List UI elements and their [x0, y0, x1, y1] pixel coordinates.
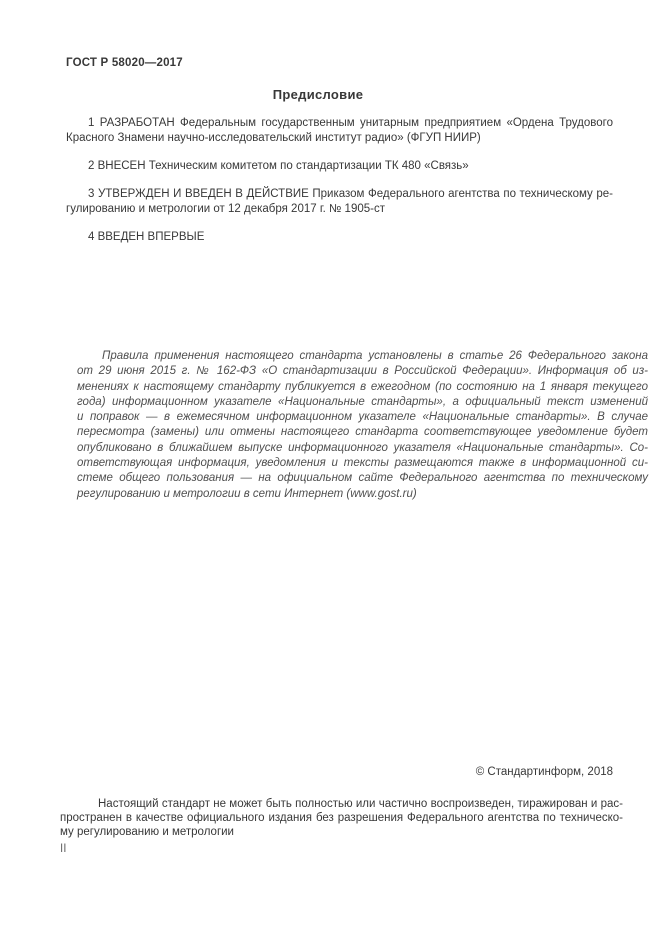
- text-line: му регулированию и метрологии: [60, 826, 234, 838]
- page-title: Предисловие: [272, 87, 364, 102]
- text-line: от 29 июня 2015 г. № 162-ФЗ «О стандартизации в Российской Федерации». Информация об из-: [77, 365, 648, 378]
- foreword-item-2: [66, 159, 613, 174]
- text-line: Настоящий стандарт не может быть полностью или частично воспроизведен, тиражирован и рас-: [98, 798, 623, 810]
- foreword-section: [66, 116, 613, 245]
- foreword-item-1: [66, 116, 613, 146]
- page-number: II: [60, 843, 67, 855]
- foreword-item-4: [66, 230, 613, 245]
- copyright-notice: © Стандартинформ, 2018: [475, 766, 613, 778]
- text-line: регулированию и метрологии в сети Интернет (www.gost.ru): [77, 487, 417, 500]
- text-line: гулированию и метрологии от 12 декабря 2017 г. № 1905-ст: [66, 203, 385, 215]
- text-line: года) информационном указателе «Национальные стандарты», а официальный текст изменений: [77, 395, 648, 408]
- text-line: стеме общего пользования — на официальном сайте Федерального агентства по техническому: [77, 472, 648, 485]
- text-line: пространен в качестве официального издания без разрешения Федерального агентства по техническо-: [60, 812, 623, 824]
- text-line: пересмотра (замены) или отмены настоящего стандарта соответствующее уведомление будет: [77, 426, 648, 439]
- reproduction-restriction-note: [60, 797, 623, 839]
- text-line: и поправок — в ежемесячном информационном указателе «Национальные стандарты». В случае: [77, 411, 648, 424]
- text-line: Правила применения настоящего стандарта установлены в статье 26 Федерального закона: [102, 350, 648, 362]
- text-line: опубликовано в ближайшем выпуске информационного указателя «Национальные стандарты». Со-: [77, 441, 648, 454]
- text-line: 4 ВВЕДЕН ВПЕРВЫЕ: [88, 231, 205, 243]
- text-line: 3 УТВЕРЖДЕН И ВВЕДЕН В ДЕЙСТВИЕ Приказом Федерального агентства по техническому ре-: [88, 188, 613, 200]
- document-code: ГОСТ Р 58020—2017: [66, 57, 183, 69]
- text-line: менениях к настоящему стандарту публикуется в ежегодном (по состоянию на 1 января текущего: [77, 380, 648, 393]
- application-rules-note: [77, 349, 648, 502]
- text-line: Красного Знамени научно-исследовательский институт радио» (ФГУП НИИР): [66, 132, 481, 144]
- text-line: 2 ВНЕСЕН Техническим комитетом по стандартизации ТК 480 «Связь»: [88, 160, 469, 172]
- text-line: 1 РАЗРАБОТАН Федеральным государственным унитарным предприятием «Ордена Трудового: [88, 117, 613, 129]
- foreword-item-3: [66, 187, 613, 217]
- text-line: ответствующая информация, уведомления и тексты размещаются также в информационной си-: [77, 457, 648, 470]
